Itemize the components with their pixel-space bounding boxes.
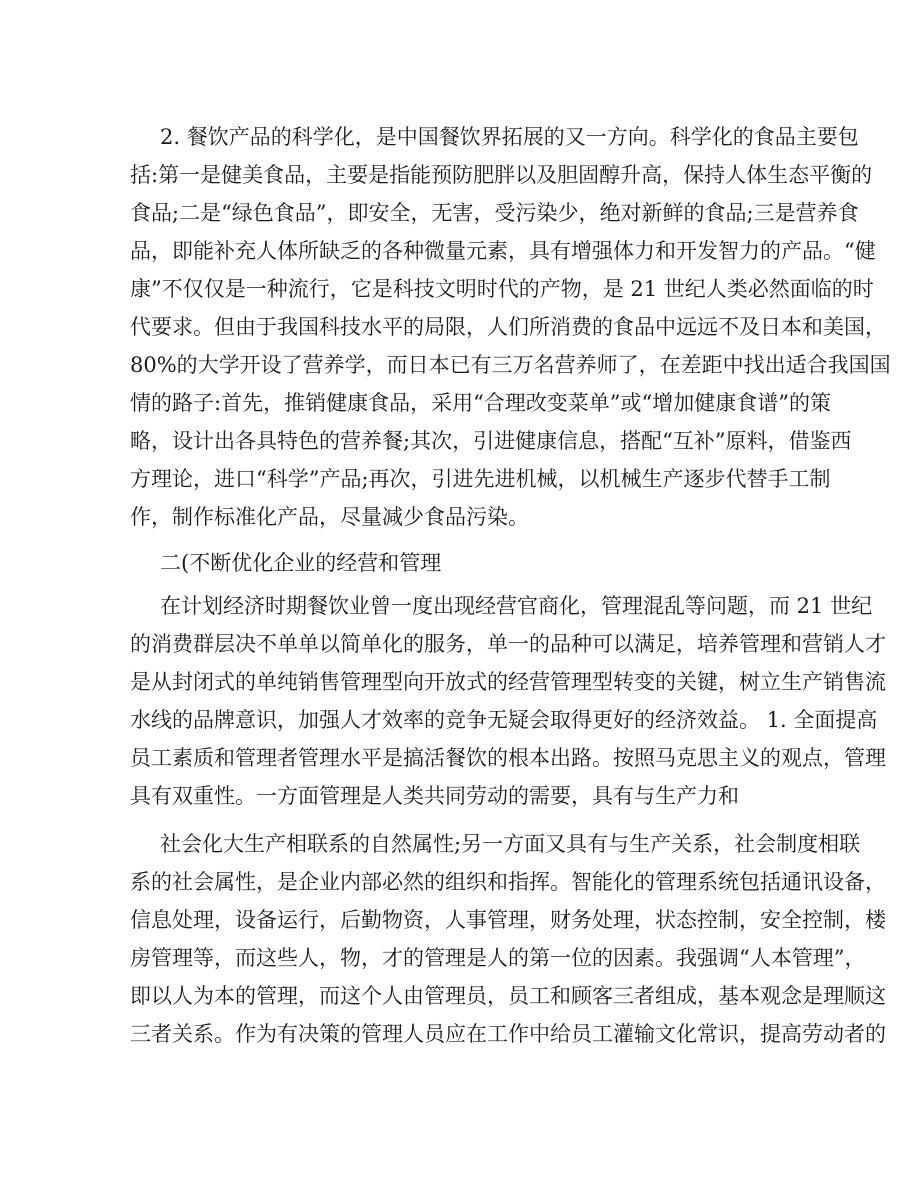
text-line-15: 是从封闭式的单纯销售管理型向开放式的经营管理型转变的关键，树立生产销售流 [130, 670, 886, 694]
text-line-3: 食品;二是“绿色食品”，即安全，无害，受污染少，绝对新鲜的食品;三是营养食 [130, 201, 859, 225]
text-line-11: 作，制作标准化产品，尽量减少食品污染。 [130, 505, 529, 529]
text-line-2: 括:第一是健美食品，主要是指能预防肥胖以及胆固醇升高，保持人体生态平衡的 [130, 163, 873, 187]
text-line-23: 即以人为本的管理，而这个人由管理员，员工和顾客三者组成，基本观念是理顺这 [130, 984, 886, 1008]
text-line-19: 社会化大生产相联系的自然属性;另一方面又具有与生产关系，社会制度相联 [160, 832, 861, 856]
text-line-1: 2. 餐饮产品的科学化，是中国餐饮界拓展的又一方向。科学化的食品主要包 [160, 125, 859, 149]
text-line-7: 80%的大学开设了营养学，而日本已有三万名营养师了，在差距中找出适合我国国 [130, 353, 891, 377]
text-line-17: 员工素质和管理者管理水平是搞活餐饮的根本出路。按照马克思主义的观点，管理 [130, 746, 886, 770]
text-line-20: 系的社会属性，是企业内部必然的组织和指挥。智能化的管理系统包括通讯设备， [130, 870, 886, 894]
text-line-14: 的消费群层决不单单以简单化的服务，单一的品种可以满足，培养管理和营销人才 [130, 632, 886, 656]
text-line-5: 康”不仅仅是一种流行，它是科技文明时代的产物，是 21 世纪人类必然面临的时 [130, 277, 874, 301]
text-line-6: 代要求。但由于我国科技水平的局限，人们所消费的食品中远远不及日本和美国， [130, 315, 886, 339]
text-line-8: 情的路子:首先，推销健康食品，采用“合理改变菜单”或“增加健康食谱”的策 [130, 391, 832, 415]
text-line-16: 水线的品牌意识，加强人才效率的竞争无疑会取得更好的经济效益。 1. 全面提高 [130, 708, 878, 732]
text-line-13: 在计划经济时期餐饮业曾一度出现经营官商化，管理混乱等问题，而 21 世纪 [160, 594, 873, 618]
text-line-22: 房管理等，而这些人，物，才的管理是人的第一位的因素。我强调“人本管理”， [130, 946, 866, 970]
text-line-24: 三者关系。作为有决策的管理人员应在工作中给员工灌输文化常识，提高劳动者的 [130, 1022, 886, 1046]
text-line-9: 略，设计出各具特色的营养餐;其次，引进健康信息，搭配“互补”原料，借鉴西 [130, 429, 852, 453]
text-line-18: 具有双重性。一方面管理是人类共同劳动的需要，具有与生产力和 [130, 784, 739, 808]
text-line-21: 信息处理，设备运行，后勤物资，人事管理，财务处理，状态控制，安全控制，楼 [130, 908, 886, 932]
text-line-10: 方理论，进口“科学”产品;再次，引进先进机械，以机械生产逐步代替手工制 [130, 467, 831, 491]
text-line-4: 品，即能补充人体所缺乏的各种微量元素，具有增强体力和开发智力的产品。“健 [130, 239, 876, 263]
section-heading: 二(不断优化企业的经营和管理 [160, 551, 442, 575]
